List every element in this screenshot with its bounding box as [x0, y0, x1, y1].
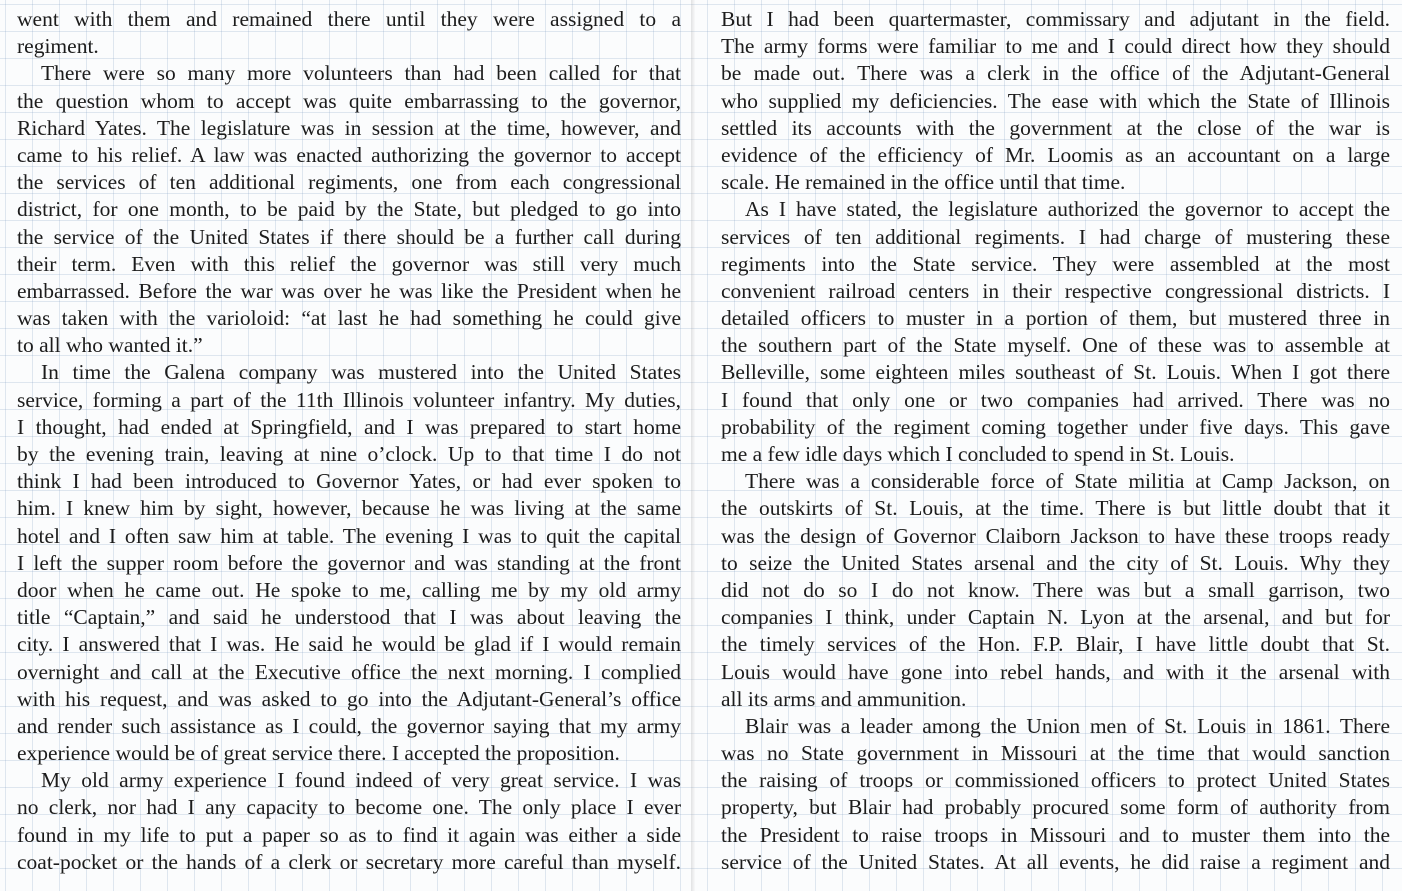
text-line: I found that only one or two companies had arrived. There was no — [721, 387, 1390, 412]
text-line: the timely services of the Hon. F.P. Blair, I have little doubt that St. — [721, 632, 1390, 657]
text-line: I thought, had ended at Springfield, and I was prepared to start home — [17, 414, 681, 439]
text-line: think I had been introduced to Governor Yates, or had ever spoken to — [17, 469, 681, 494]
text-line: was no State government in Missouri at the time that would sanction — [721, 741, 1390, 766]
text-line: evidence of the efficiency of Mr. Loomis as an accountant on a large — [721, 142, 1390, 167]
text-line: came to his relief. A law was enacted authorizing the governor to accept — [17, 142, 681, 167]
text-line: Blair was a leader among the Union men of St. Louis in 1861. There — [745, 713, 1390, 738]
text-line: the services of ten additional regiments, one from each congressional — [17, 170, 681, 195]
text-line: services of ten additional regiments. I had charge of mustering these — [721, 224, 1390, 249]
text-line: me a few idle days which I concluded to spend in St. Louis. — [721, 442, 1235, 466]
text-line: to seize the United States arsenal and the city of St. Louis. Why they — [721, 550, 1390, 575]
text-line: companies I think, under Captain N. Lyon at the arsenal, and but for — [721, 605, 1390, 630]
text-line: who supplied my deficiencies. The ease with which the State of Illinois — [721, 88, 1390, 113]
text-line: I left the supper room before the governor and was standing at the front — [17, 550, 681, 575]
text-line: district, for one month, to be paid by the State, but pledged to go into — [17, 197, 681, 222]
text-line: detailed officers to muster in a portion of them, but mustered three in — [721, 306, 1390, 331]
text-line: In time the Galena company was mustered into the United States — [41, 360, 681, 385]
text-line: regiment. — [17, 34, 99, 59]
text-line: city. I answered that I was. He said he would be glad if I would remain — [17, 632, 681, 657]
text-line: But I had been quartermaster, commissary and adjutant in the field. — [721, 7, 1390, 31]
text-line: regiments into the State service. They were assembled at the most — [721, 251, 1390, 276]
text-line: be made out. There was a clerk in the office of the Adjutant-General — [721, 61, 1390, 86]
text-line: service of the United States. At all events, he did raise a regiment and — [721, 849, 1390, 874]
left-page-text-column — [0, 0, 693, 891]
text-line: no clerk, nor had I any capacity to become one. The only place I ever — [17, 795, 681, 820]
text-line: probability of the regiment coming together under five days. This gave — [721, 414, 1390, 439]
text-line: the southern part of the State myself. One of these was to assemble at — [721, 333, 1390, 358]
text-line: service, forming a part of the 11th Illinois volunteer infantry. My duties, — [17, 387, 681, 412]
text-line: the service of the United States if there should be a further call during — [17, 224, 681, 249]
text-line: to all who wanted it.” — [17, 333, 203, 358]
text-line: convenient railroad centers in their respective congressional districts. I — [721, 278, 1390, 303]
text-line: and render such assistance as I could, the governor saying that my army — [17, 713, 681, 738]
text-line: title “Captain,” and said he understood that I was about leaving the — [17, 605, 681, 630]
text-line: My old army experience I found indeed of very great service. I was — [41, 768, 681, 793]
text-line: The army forms were familiar to me and I could direct how they should — [721, 34, 1390, 59]
text-line: did not do so I do not know. There was but a small garrison, two — [721, 577, 1390, 602]
text-line: embarrassed. Before the war was over he was like the President when he — [17, 278, 681, 303]
text-line: the question whom to accept was quite embarrassing to the governor, — [17, 88, 681, 113]
text-line: the President to raise troops in Missouri and to muster them into the — [721, 822, 1390, 847]
text-line: property, but Blair had probably procured some form of authority from — [721, 795, 1390, 820]
right-page-text-column — [694, 0, 1402, 891]
text-line: by the evening train, leaving at nine o’clock. Up to that time I do not — [17, 442, 681, 466]
text-line: Richard Yates. The legislature was in session at the time, however, and — [17, 115, 681, 140]
text-line: Louis would have gone into rebel hands, and with it the arsenal with — [721, 659, 1390, 684]
text-line: scale. He remained in the office until that time. — [721, 170, 1126, 195]
text-line: was taken with the varioloid: “at last he had something he could give — [17, 306, 681, 331]
text-line: There was a considerable force of State militia at Camp Jackson, on — [745, 469, 1390, 494]
text-line: experience would be of great service there. I accepted the proposition. — [17, 741, 620, 766]
text-line: settled its accounts with the government at the close of the war is — [721, 115, 1390, 140]
text-line: went with them and remained there until they were assigned to a — [17, 7, 681, 31]
text-line: found in my life to put a paper so as to find it again was either a side — [17, 822, 681, 847]
text-line: with his request, and was asked to go into the Adjutant-General’s office — [17, 686, 681, 711]
text-line: was the design of Governor Claiborn Jackson to have these troops ready — [721, 523, 1390, 548]
text-line: the outskirts of St. Louis, at the time. There is but little doubt that it — [721, 496, 1390, 521]
text-line: As I have stated, the legislature authorized the governor to accept the — [745, 197, 1390, 222]
text-line: all its arms and ammunition. — [721, 686, 967, 711]
text-line: the raising of troops or commissioned officers to protect United States — [721, 768, 1390, 793]
text-line: door when he came out. He spoke to me, calling me by my old army — [17, 577, 681, 602]
text-line: overnight and call at the Executive office the next morning. I complied — [17, 659, 681, 684]
text-line: There were so many more volunteers than had been called for that — [41, 61, 681, 86]
text-line: Belleville, some eighteen miles southeast of St. Louis. When I got there — [721, 360, 1390, 385]
text-line: hotel and I often saw him at table. The evening I was to quit the capital — [17, 523, 681, 548]
text-line: their term. Even with this relief the governor was still very much — [17, 251, 681, 276]
text-line: coat-pocket or the hands of a clerk or secretary more careful than myself. — [17, 849, 681, 874]
text-line: him. I knew him by sight, however, because he was living at the same — [17, 496, 681, 521]
